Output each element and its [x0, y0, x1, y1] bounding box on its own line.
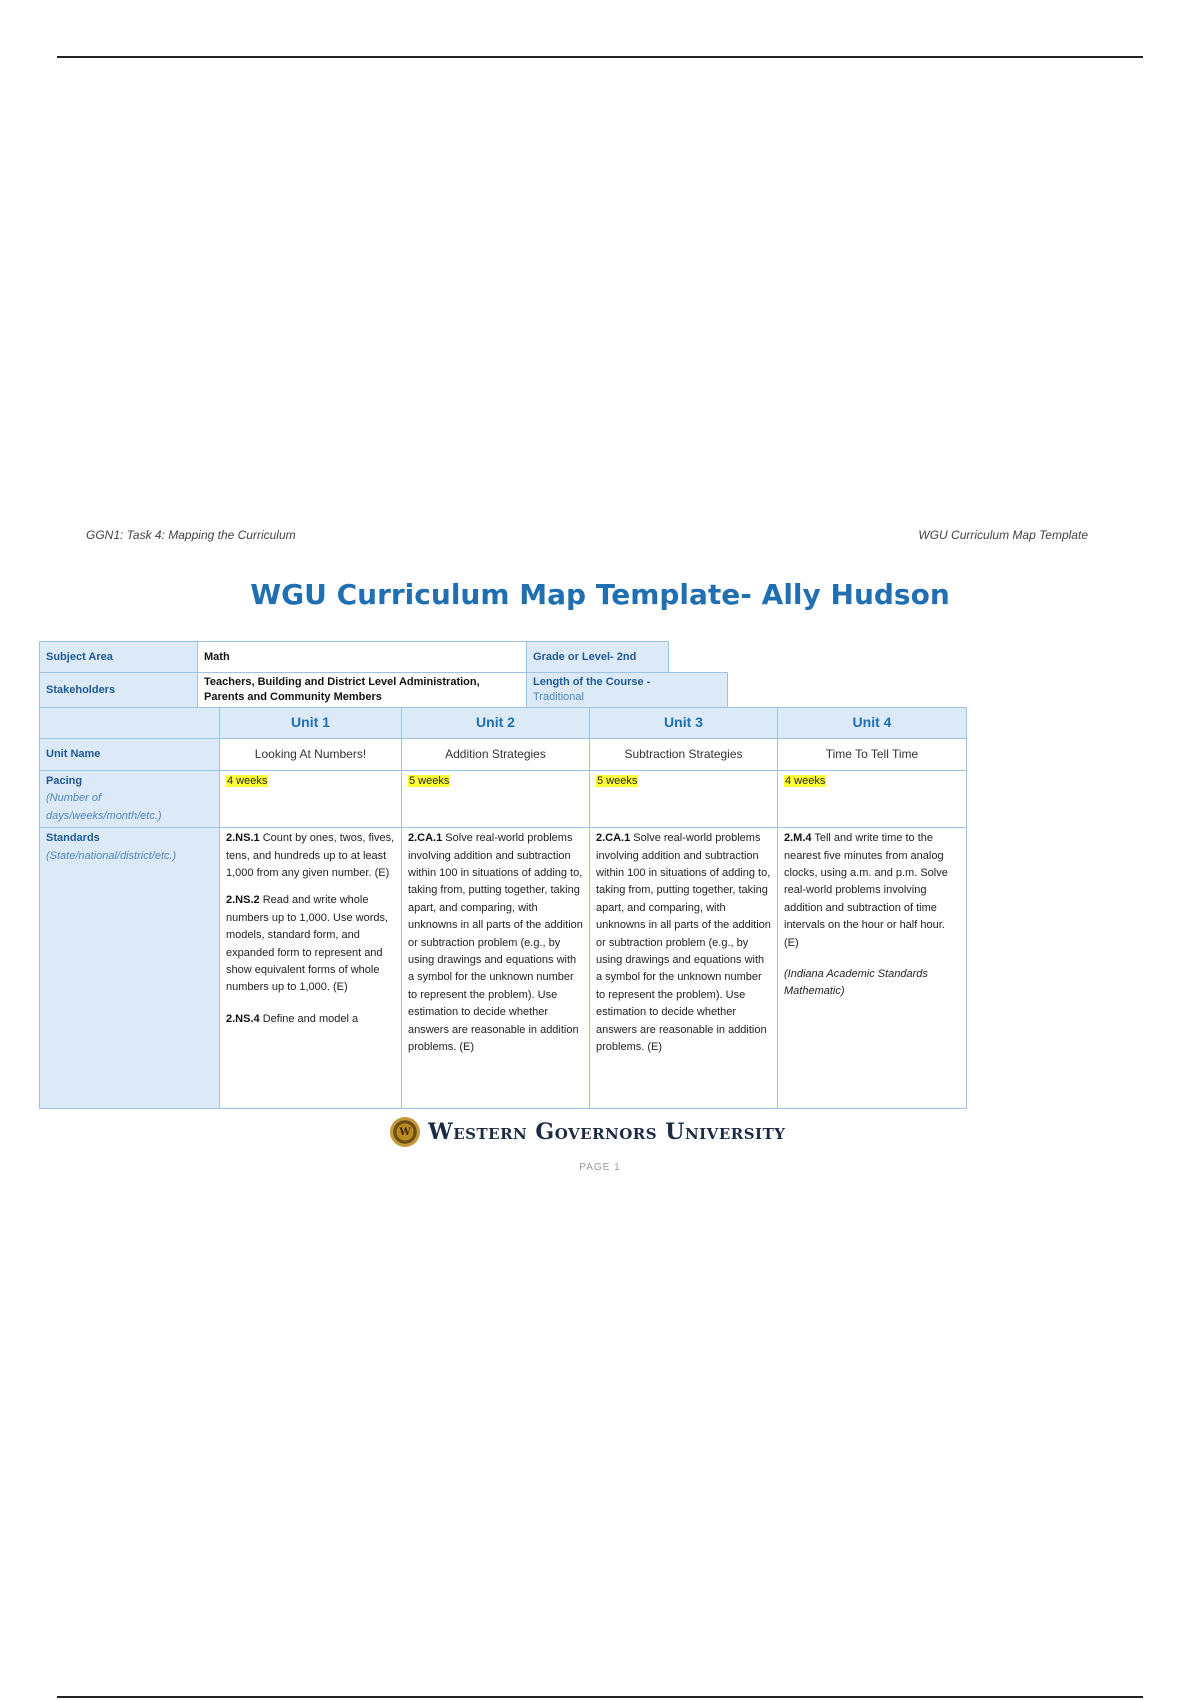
unit-3-name: Subtraction Strategies	[590, 739, 778, 771]
unit-4-standard-code: 2.M.4	[784, 832, 812, 845]
unit-2-header: Unit 2	[402, 708, 590, 739]
stakeholders-label: Stakeholders	[39, 672, 198, 708]
pacing-sublabel: (Number of days/weeks/month/etc.)	[46, 792, 162, 822]
unit-2-name: Addition Strategies	[402, 739, 590, 771]
unit-3-standard-code: 2.CA.1	[596, 832, 631, 845]
unit-1-standard-1-code: 2.NS.1	[226, 832, 260, 845]
pacing-label-cell	[40, 771, 220, 828]
unit-name-row	[40, 739, 967, 771]
unit-1-standard-3-text: Define and model a	[259, 1012, 359, 1025]
unit-1-standard-1-text: Count by ones, twos, fives, tens, and hundreds up to at least 1,000 from any given number. (E)	[226, 832, 395, 880]
unit-3-standards	[590, 828, 778, 1109]
unit-4-header: Unit 4	[778, 708, 967, 739]
unit-1-pacing: 4 weeks	[227, 775, 268, 787]
stakeholders-value	[197, 672, 527, 708]
pacing-row	[40, 771, 967, 828]
unit-header-blank	[40, 708, 220, 739]
unit-1-pacing-cell	[220, 771, 402, 828]
wgu-logo-text: Western Governors University	[428, 1119, 786, 1145]
unit-3-pacing: 5 weeks	[597, 775, 638, 787]
standards-label: Standards	[46, 832, 100, 845]
top-rule	[57, 56, 1143, 58]
stakeholders-line-2: Parents and Community Members	[204, 691, 382, 703]
unit-1-name: Looking At Numbers!	[220, 739, 402, 771]
standards-label-cell	[40, 828, 220, 1109]
standards-row	[40, 828, 967, 1109]
unit-2-standard-text: Solve real-world problems involving addition and subtraction within 100 in situations of adding to, taking from, putting together, taking apart, and comparing, with unknowns in all parts of the addition or subtraction problem (e.g., by using drawings and equations with a symbol for the unknown number to represent the problem). Use estimation to decide whether answers are reasonable in addition problems. (E)	[408, 832, 583, 1054]
stakeholders-line-1: Teachers, Building and District Level Administration,	[204, 676, 480, 688]
unit-3-pacing-cell	[590, 771, 778, 828]
unit-1-standard-2	[226, 892, 395, 996]
course-length-label: Length of the Course -	[533, 676, 651, 688]
unit-1-standard-1	[226, 830, 395, 882]
unit-1-standard-3	[226, 1011, 395, 1028]
unit-3-standard-text: Solve real-world problems involving addition and subtraction within 100 in situations of adding to, taking from, putting together, taking apart, and comparing, with unknowns in all parts of the addition or subtraction problem (e.g., by using drawings and equations with a symbol for the unknown number to represent the problem). Use estimation to decide whether answers are reasonable in addition problems. (E)	[596, 832, 771, 1054]
unit-1-standard-2-text: Read and write whole numbers up to 1,000. Use words, models, standard form, and expanded form to represent and show equivalent forms of whole numbers up to 1,000. (E)	[226, 894, 389, 994]
course-length-value: Traditional	[533, 691, 584, 703]
standards-sublabel: (State/national/district/etc.)	[46, 849, 177, 862]
unit-2-pacing-cell	[402, 771, 590, 828]
unit-1-standards	[220, 828, 402, 1109]
unit-4-name: Time To Tell Time	[778, 739, 967, 771]
unit-1-standard-3-code: 2.NS.4	[226, 1012, 260, 1025]
unit-2-standards	[402, 828, 590, 1109]
pacing-label: Pacing	[46, 775, 83, 787]
unit-4-standards-source: (Indiana Academic Standards Mathematic)	[784, 968, 928, 998]
unit-2-pacing: 5 weeks	[409, 775, 450, 787]
course-length-cell	[526, 672, 728, 708]
document-title: WGU Curriculum Map Template- Ally Hudson	[250, 578, 950, 611]
unit-name-label: Unit Name	[40, 739, 220, 771]
bottom-rule	[57, 1696, 1143, 1698]
header-right: WGU Curriculum Map Template	[918, 528, 1088, 542]
unit-1-standard-2-code: 2.NS.2	[226, 894, 260, 907]
unit-4-pacing-cell	[778, 771, 967, 828]
unit-2-standard-code: 2.CA.1	[408, 832, 443, 845]
subject-area-label: Subject Area	[39, 641, 198, 673]
unit-1-header: Unit 1	[220, 708, 402, 739]
curriculum-map-table	[39, 707, 967, 1109]
unit-4-pacing: 4 weeks	[785, 775, 826, 787]
wgu-seal-icon	[390, 1117, 420, 1147]
seal-letter: W	[399, 1126, 411, 1138]
unit-header-row	[40, 708, 967, 739]
header-left: GGN1: Task 4: Mapping the Curriculum	[86, 528, 296, 542]
unit-4-standards	[778, 828, 967, 1109]
unit-4-standard-text: Tell and write time to the nearest five minutes from analog clocks, using a.m. and p.m. Solve real-world problems involving addition and subtraction of time intervals on the hour or half hour. (E)	[784, 832, 948, 949]
page-number: PAGE 1	[579, 1162, 621, 1173]
wgu-logo	[390, 1112, 810, 1152]
unit-3-header: Unit 3	[590, 708, 778, 739]
grade-level-label: Grade or Level- 2nd	[526, 641, 669, 673]
document-header	[86, 528, 1088, 542]
subject-area-value: Math	[197, 641, 527, 673]
unit-4-standard	[784, 830, 960, 952]
